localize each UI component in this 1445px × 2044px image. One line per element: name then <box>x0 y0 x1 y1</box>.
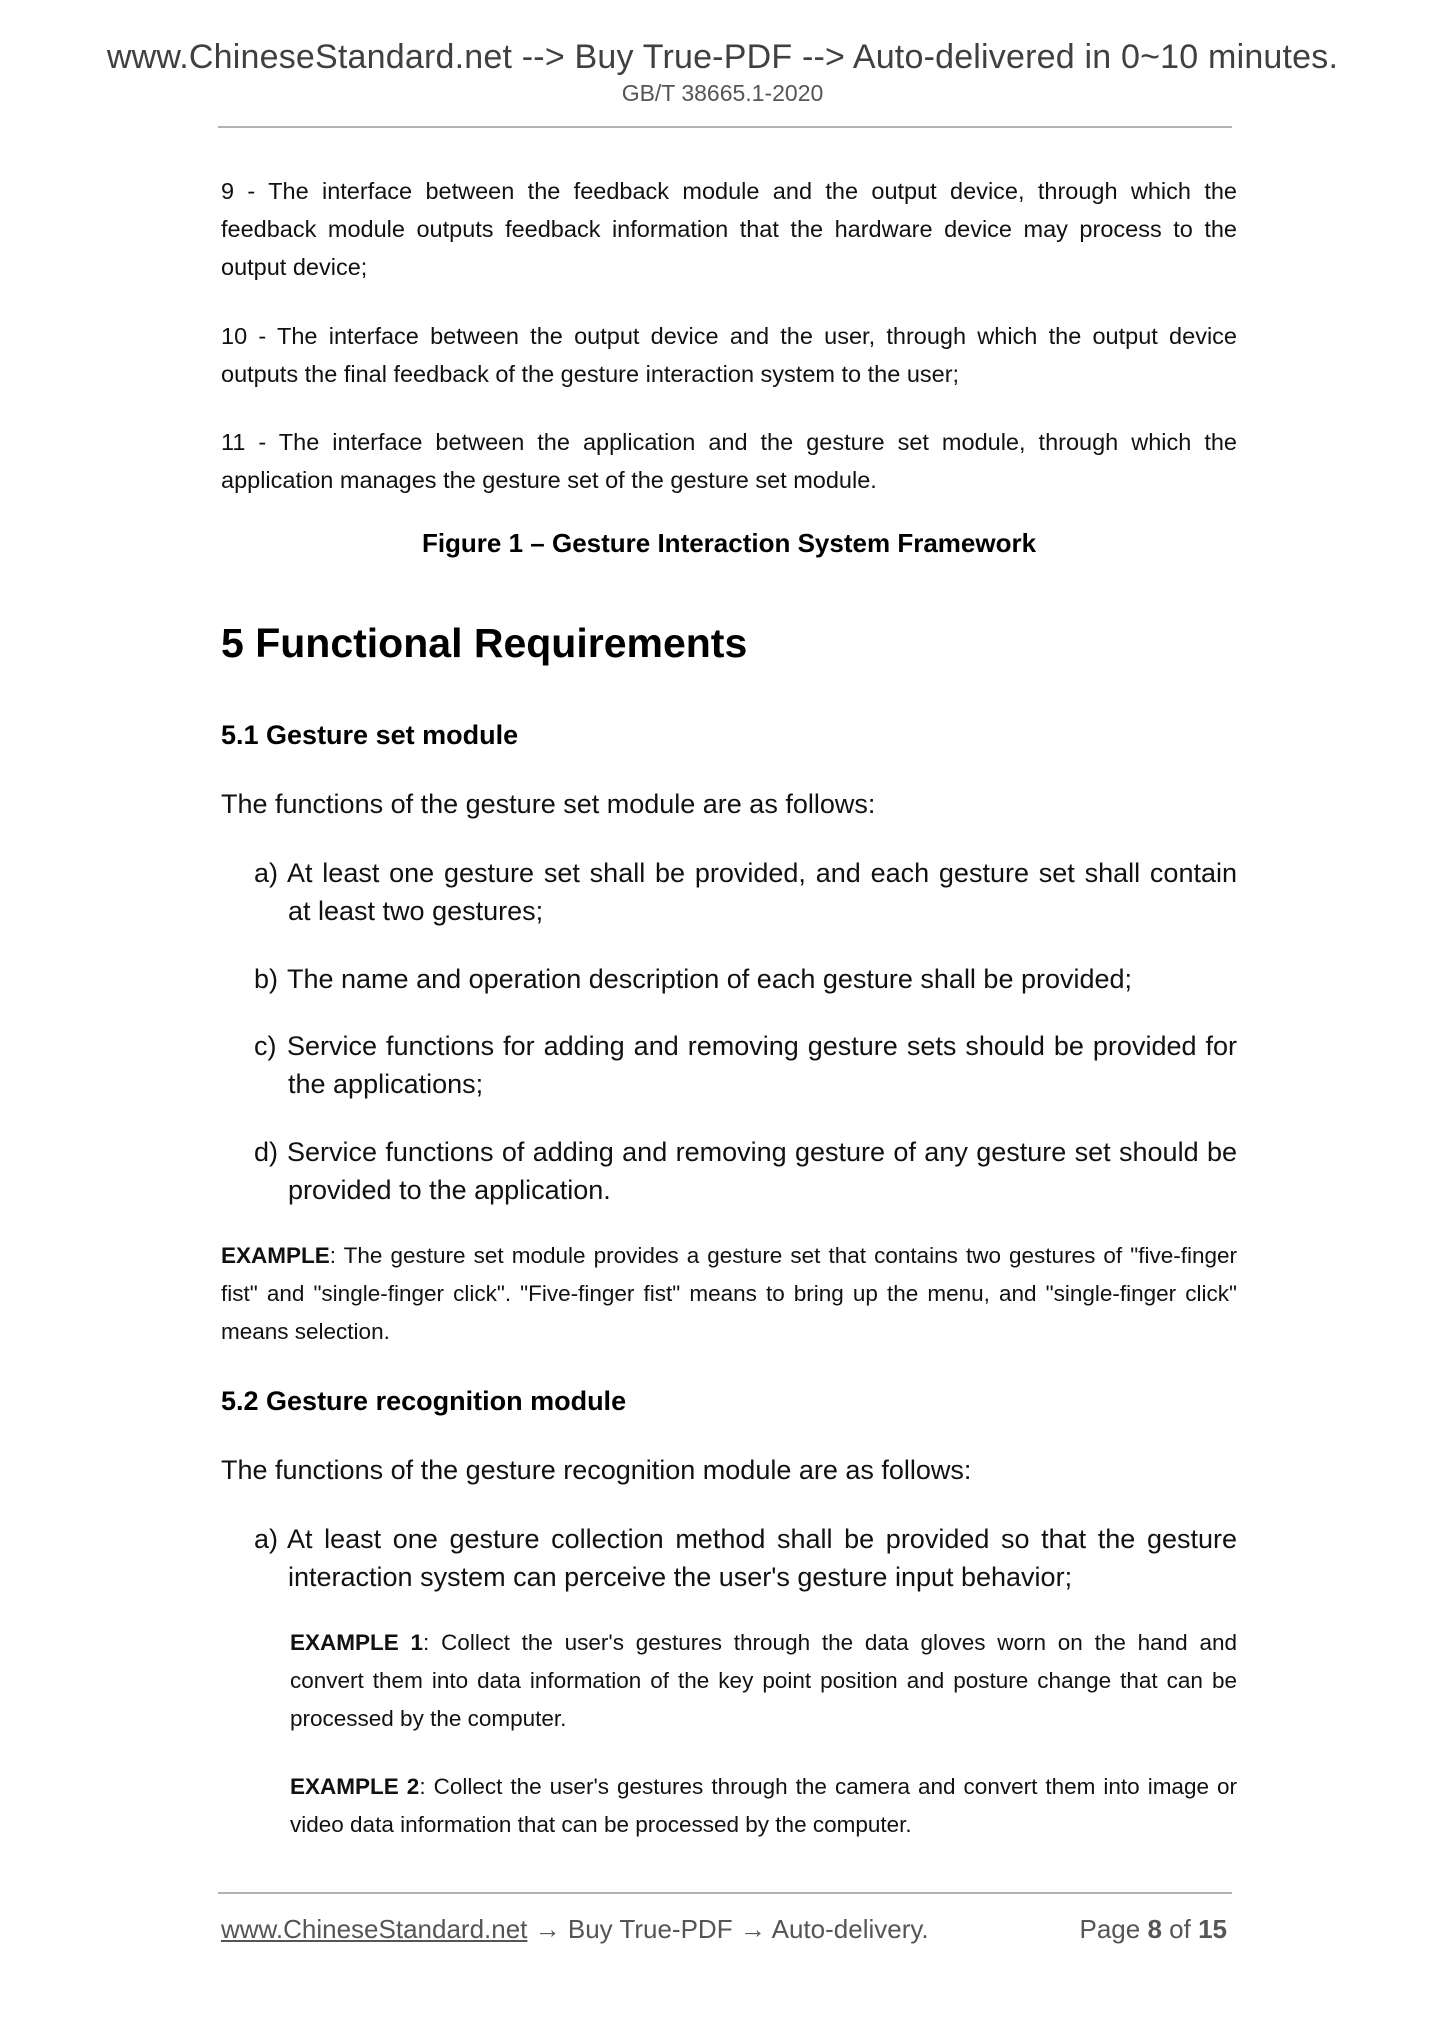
footer-buy-text: Buy True-PDF <box>567 1914 733 1944</box>
example-label: EXAMPLE <box>221 1243 330 1268</box>
footer-rule <box>218 1892 1232 1894</box>
list-text: Service functions for adding and removing gesture sets should be provided for the applications; <box>287 1031 1237 1099</box>
arrow-right-icon: → <box>739 1914 766 1944</box>
page-label: Page <box>1079 1914 1141 1944</box>
example-2-text: : Collect the user's gestures through the camera and convert them into image or video data information that can be processed by the computer. <box>290 1774 1238 1837</box>
document-code: GB/T 38665.1-2020 <box>621 80 824 106</box>
top-banner[interactable]: www.ChineseStandard.net --> Buy True-PDF --> Auto-delivered in 0~10 minutes. <box>106 38 1339 76</box>
figure-caption: Figure 1 – Gesture Interaction System Framework <box>421 528 1037 558</box>
subsection-5-1-intro: The functions of the gesture set module are as follows: <box>221 789 876 819</box>
example-text: : The gesture set module provides a gesture set that contains two gestures of "five-finger fist" and "single-finger click". "Five-finger fist" means to bring up the menu, and "single-finger click" means selection. <box>221 1243 1237 1344</box>
list-item <box>254 960 1237 998</box>
current-page: 8 <box>1147 1914 1162 1944</box>
list-marker: a) <box>254 858 279 888</box>
footer-promo <box>221 1914 929 1945</box>
interface-item-11: 11 - The interface between the application and the gesture set module, through which the application manages the gesture set of the gesture set module. <box>221 429 1237 493</box>
section-heading: 5 Functional Requirements <box>221 620 748 666</box>
list-marker: b) <box>254 964 279 994</box>
example-1-note <box>290 1624 1237 1738</box>
list-marker: a) <box>254 1524 279 1554</box>
example-2-note <box>290 1768 1237 1844</box>
list-text: Service functions of adding and removing gesture of any gesture set should be provided to the application. <box>287 1137 1237 1205</box>
list-item <box>254 1133 1237 1209</box>
page-footer <box>221 1914 1231 1954</box>
example-note <box>221 1237 1237 1351</box>
footer-delivery-text: Auto-delivery. <box>771 1914 929 1944</box>
of-label: of <box>1169 1914 1191 1944</box>
list-marker: c) <box>254 1031 277 1061</box>
list-item <box>254 1027 1237 1103</box>
arrow-right-icon: → <box>534 1914 561 1944</box>
list-marker: d) <box>254 1137 279 1167</box>
list-text: The name and operation description of each gesture shall be provided; <box>287 964 1133 994</box>
example-1-text: : Collect the user's gestures through the data gloves worn on the hand and convert them into data information of the key point position and posture change that can be processed by the computer. <box>290 1630 1237 1731</box>
header-rule <box>218 126 1232 128</box>
subsection-5-1-heading: 5.1 Gesture set module <box>221 720 519 750</box>
total-pages: 15 <box>1198 1914 1227 1944</box>
example-1-label: EXAMPLE 1 <box>290 1630 424 1655</box>
list-item <box>254 1520 1237 1596</box>
example-2-label: EXAMPLE 2 <box>290 1774 420 1799</box>
subsection-5-2-heading: 5.2 Gesture recognition module <box>221 1386 627 1416</box>
interface-item-10: 10 - The interface between the output device and the user, through which the output device outputs the final feedback of the gesture interaction system to the user; <box>221 323 1237 387</box>
subsection-5-2-intro: The functions of the gesture recognition module are as follows: <box>221 1455 972 1485</box>
page-number <box>1079 1914 1227 1945</box>
list-item <box>254 854 1237 930</box>
list-text: At least one gesture collection method shall be provided so that the gesture interaction system can perceive the user's gesture input behavior; <box>287 1524 1237 1592</box>
footer-link[interactable]: www.ChineseStandard.net <box>221 1914 528 1944</box>
interface-item-9: 9 - The interface between the feedback module and the output device, through which the feedback module outputs feedback information that the hardware device may process to the output device; <box>221 178 1237 280</box>
list-text: At least one gesture set shall be provided, and each gesture set shall contain at least two gestures; <box>287 858 1237 926</box>
